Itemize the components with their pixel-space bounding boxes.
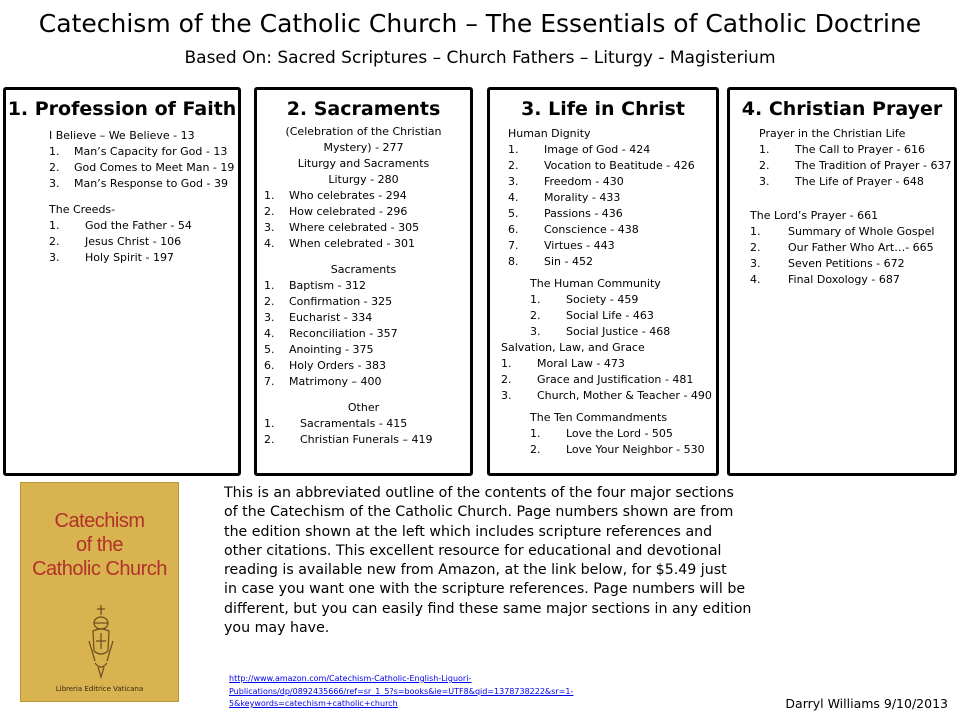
section-subheading: The Human Community [530, 277, 661, 290]
outline-list [530, 292, 716, 340]
list-item: 1. Society - 459 [530, 293, 639, 306]
list-item: 5. Passions - 436 [508, 207, 623, 220]
list-item: 3. Social Justice - 468 [530, 325, 671, 338]
list-item: 2. Christian Funerals – 419 [264, 433, 433, 446]
list-item: 2. Vocation to Beatitude - 426 [508, 159, 695, 172]
section-subheading: The Creeds- [49, 203, 116, 216]
book-cover-image [20, 482, 179, 702]
list-item: 4. Final Doxology - 687 [750, 273, 900, 286]
list-item: 2. God Comes to Meet Man - 19 [49, 161, 235, 174]
list-item: 2. Social Life - 463 [530, 309, 654, 322]
list-item: 1. Who celebrates - 294 [264, 189, 407, 202]
list-item: 2. Confirmation - 325 [264, 295, 393, 308]
list-item: 6. Conscience - 438 [508, 223, 639, 236]
list-item: 2. How celebrated - 296 [264, 205, 408, 218]
section-subheading: Other [347, 401, 380, 414]
outline-list [49, 218, 238, 266]
list-item: 2. Jesus Christ - 106 [49, 235, 182, 248]
section-subheading: Sacraments [330, 263, 397, 276]
outline-list [264, 188, 470, 252]
section-subheading: Prayer in the Christian Life [759, 127, 906, 140]
description-line: you may have. [224, 620, 330, 637]
link-line[interactable]: 5&keywords=catechism+catholic+church [229, 699, 398, 708]
link-line[interactable]: http://www.amazon.com/Catechism-Catholic-English-Liguori- [229, 674, 472, 683]
section-subheading: Salvation, Law, and Grace [501, 341, 645, 354]
list-item: 7. Virtues - 443 [508, 239, 615, 252]
list-item: 1. God the Father - 54 [49, 219, 192, 232]
section-heading: 2. Sacraments [286, 98, 441, 120]
list-item: 3. Seven Petitions - 672 [750, 257, 905, 270]
page-subtitle: Based On: Sacred Scriptures – Church Fathers – Liturgy - Magisterium [184, 48, 776, 68]
list-item: 3. Freedom - 430 [508, 175, 624, 188]
list-item: 3. Church, Mother & Teacher - 490 [501, 389, 712, 402]
list-item: 1. Baptism - 312 [264, 279, 367, 292]
intro-line: Liturgy and Sacraments [297, 157, 430, 170]
list-item: 1. Summary of Whole Gospel [750, 225, 935, 238]
list-item: 1. Man’s Capacity for God - 13 [49, 145, 228, 158]
section-heading: 4. Christian Prayer [741, 98, 943, 120]
description-line: other citations. This excellent resource for educational and devotional [224, 542, 722, 559]
section-subheading: I Believe – We Believe - 13 [49, 129, 195, 142]
list-item: 3. The Life of Prayer - 648 [759, 175, 924, 188]
list-item: 4. Reconciliation - 357 [264, 327, 398, 340]
list-item: 4. When celebrated - 301 [264, 237, 415, 250]
book-title: Catechism of the Catholic Church [32, 510, 167, 580]
list-item: 6. Holy Orders - 383 [264, 359, 387, 372]
list-item: 2. Our Father Who Art…- 665 [750, 241, 934, 254]
list-item: 3. Eucharist - 334 [264, 311, 373, 324]
list-item: 3. Holy Spirit - 197 [49, 251, 174, 264]
list-item: 2. Grace and Justification - 481 [501, 373, 694, 386]
outline-list [759, 142, 954, 190]
page-title: Catechism of the Catholic Church – The Essentials of Catholic Doctrine [38, 9, 922, 38]
section-heading: 1. Profession of Faith [7, 98, 237, 120]
list-item: 1. Moral Law - 473 [501, 357, 625, 370]
section-subheading: Human Dignity [508, 127, 591, 140]
section-subheading: The Ten Commandments [530, 411, 668, 424]
description-line: the edition shown at the left which includes scripture references and [224, 523, 713, 540]
list-item: 8. Sin - 452 [508, 255, 593, 268]
list-item: 4. Morality - 433 [508, 191, 621, 204]
amazon-link[interactable] [229, 673, 573, 711]
intro-line: (Celebration of the Christian [285, 125, 442, 138]
list-item: 7. Matrimony – 400 [264, 375, 382, 388]
outline-list [501, 356, 716, 404]
section-heading: 3. Life in Christ [521, 98, 685, 120]
outline-list [264, 416, 470, 448]
outline-list [49, 144, 238, 192]
outline-list [508, 142, 716, 270]
description-line: of the Catechism of the Catholic Church. Page numbers shown are from [224, 504, 734, 521]
list-item: 3. Where celebrated - 305 [264, 221, 420, 234]
intro-line: Mystery) - 277 [323, 141, 404, 154]
section-box-christian-prayer [727, 87, 957, 476]
outline-list [264, 278, 470, 390]
description-line: reading is available new from Amazon, at the link below, for $5.49 just [224, 562, 727, 579]
section-box-profession-of-faith [3, 87, 241, 476]
papal-emblem-icon [81, 601, 121, 681]
section-subheading: The Lord’s Prayer - 661 [750, 209, 879, 222]
list-item: 1. The Call to Prayer - 616 [759, 143, 925, 156]
intro-line: Liturgy - 280 [328, 173, 399, 186]
outline-list [750, 224, 954, 288]
list-item: 5. Anointing - 375 [264, 343, 374, 356]
description-line: different, but you can easily find these same major sections in any edition [224, 600, 752, 617]
list-item: 2. The Tradition of Prayer - 637 [759, 159, 952, 172]
description-line: This is an abbreviated outline of the contents of the four major sections [224, 485, 734, 501]
description-line: in case you want one with the scripture references. Page numbers will be [224, 581, 746, 598]
list-item: 2. Love Your Neighbor - 530 [530, 443, 705, 456]
list-item: 1. Love the Lord - 505 [530, 427, 673, 440]
author-signature: Darryl Williams 9/10/2013 [785, 696, 948, 711]
section-box-sacraments [254, 87, 473, 476]
book-publisher: Libreria Editrice Vaticana [55, 685, 144, 693]
list-item: 1. Sacramentals - 415 [264, 417, 408, 430]
section-box-life-in-christ [487, 87, 719, 476]
outline-list [530, 426, 716, 458]
description-paragraph [224, 484, 824, 638]
link-line[interactable]: Publications/dp/0892435666/ref=sr_1_5?s=books&ie=UTF8&qid=1378738222&sr=1- [229, 686, 574, 696]
list-item: 3. Man’s Response to God - 39 [49, 177, 228, 190]
list-item: 1. Image of God - 424 [508, 143, 651, 156]
